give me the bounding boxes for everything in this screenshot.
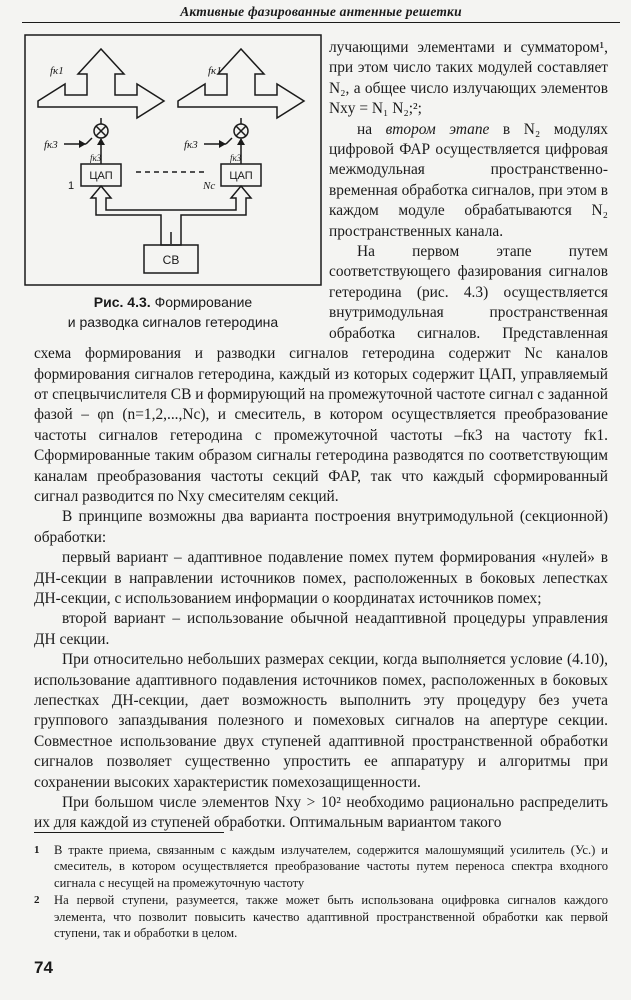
- page-number: 74: [34, 958, 53, 977]
- paragraph-1: лучающими элементами и сумматором¹, при этом число таких модулей составляет N₂, а общее число излучающих элементов Nxy = N₁ N₂;²;: [329, 39, 608, 118]
- paragraph-2: на втором этапе в N₂ модулях цифровой ФАР осуществляется цифровая межмодульная пространственно-временная обработка сигналов, при этом в каждом модуле обрабатываются N₂ пространственных канала.: [329, 120, 609, 240]
- label-fk3-left-dac: fк3: [90, 153, 102, 163]
- second-stage-emphasis: втором этапе: [385, 120, 490, 138]
- label-cv: СВ: [162, 253, 180, 267]
- paragraph-5: первый вариант – адаптивное подавление помех путем формирования «нулей» в ДН-секции в направлении источников помех, расположенных в боковых лепестках ДН-секции, с использованием информации о координатах источников помех;: [34, 549, 608, 607]
- footnote-1-text: В тракте приема, связанным с каждым излучателем, содержится малошумящий усилитель (Ус.) и смеситель, в котором осуществляется преобразование частоты путем переноса спектра входного сигнала с несущей на промежуточную частоту: [54, 843, 608, 890]
- body-text: [34, 38, 608, 834]
- footnote-1-number: 1: [34, 844, 40, 856]
- paragraph-6: второй вариант – использование обычной неадаптивной процедуры управления ДН секции.: [34, 610, 608, 648]
- footnote-separator: [34, 832, 224, 833]
- label-dac-left: ЦАП: [89, 170, 113, 182]
- footnote-1: [34, 842, 608, 891]
- label-fk3-right-dac: fк3: [230, 153, 242, 163]
- running-header: Активные фазированные антенные решетки: [22, 4, 620, 23]
- paragraph-4: В принципе возможны два варианта построения внутримодульной (секционной) обработки:: [34, 508, 608, 546]
- label-index-right: Nс: [203, 180, 216, 192]
- caption-line1: Формирование: [154, 294, 253, 310]
- label-fk1-right: fк1: [208, 65, 222, 77]
- caption-number: Рис. 4.3.: [93, 294, 151, 310]
- label-dac-right: ЦАП: [229, 170, 253, 182]
- caption-line2: и разводка сигналов гетеродина: [67, 314, 279, 330]
- label-fk3-left-in: fк3: [44, 139, 58, 151]
- footnote-2-number: 2: [34, 894, 40, 907]
- footnote-2: [34, 892, 608, 941]
- label-fk1-left: fк1: [50, 65, 64, 77]
- paragraph-7: При относительно небольших размерах секции, когда выполняется условие (4.10), использование адаптивного подавления источников помех, расположенных в боковых лепестках ДН-секции, дает возможность выполнить эту процедуру без учета группового запаздывания полезного и помеховых сигналов на апертуре секции. Совместное использование двух ступеней адаптивной пространственной обработки сигналов позволяет существенно упростить ее аппаратуру и алгоритмы при сохранении высоких характеристик помехозащищенности.: [34, 651, 608, 791]
- footnotes: [34, 842, 608, 942]
- label-index-left: 1: [68, 180, 75, 192]
- paragraph-8: При большом числе элементов Nxy > 10² необходимо рационально распределить их для каждой из ступеней обработки. Оптимальным вариантом такого: [34, 794, 608, 832]
- footnote-2-text: На первой ступени, разумеется, также может быть использована оцифровка сигналов каждого элемента, что позволит повысить качество адаптивной пространственной обработки как первой ступени, так и обработки в целом.: [54, 893, 608, 941]
- paragraph-3: На первом этапе путем соответствующего фазирования сигналов гетеродина (рис. 4.3) осуществляется внутримодульная пространственная обработка сигналов. Представленная схема формирования и разводки сигналов гетеродина содержит Nc каналов формирования сигналов гетеродина, каждый из которых содержит ЦАП, управляемый от спецвычислителя СВ и формирующий на промежуточной частоте сигнал с заданной фазой – φn (n=1,2,...,Nc), и смеситель, в котором осуществляется преобразование частоты сигналов гетеродина с промежуточной частоты –fк3 на частоту fк1. Сформированные таким образом сигналы гетеродина разводятся по соответствующим каналам преобразования частоты секций ФАР, так что каждый сформированный сигнал разводится по Nxy смесителям секций.: [34, 243, 608, 505]
- label-fk3-right-in: fк3: [184, 139, 198, 151]
